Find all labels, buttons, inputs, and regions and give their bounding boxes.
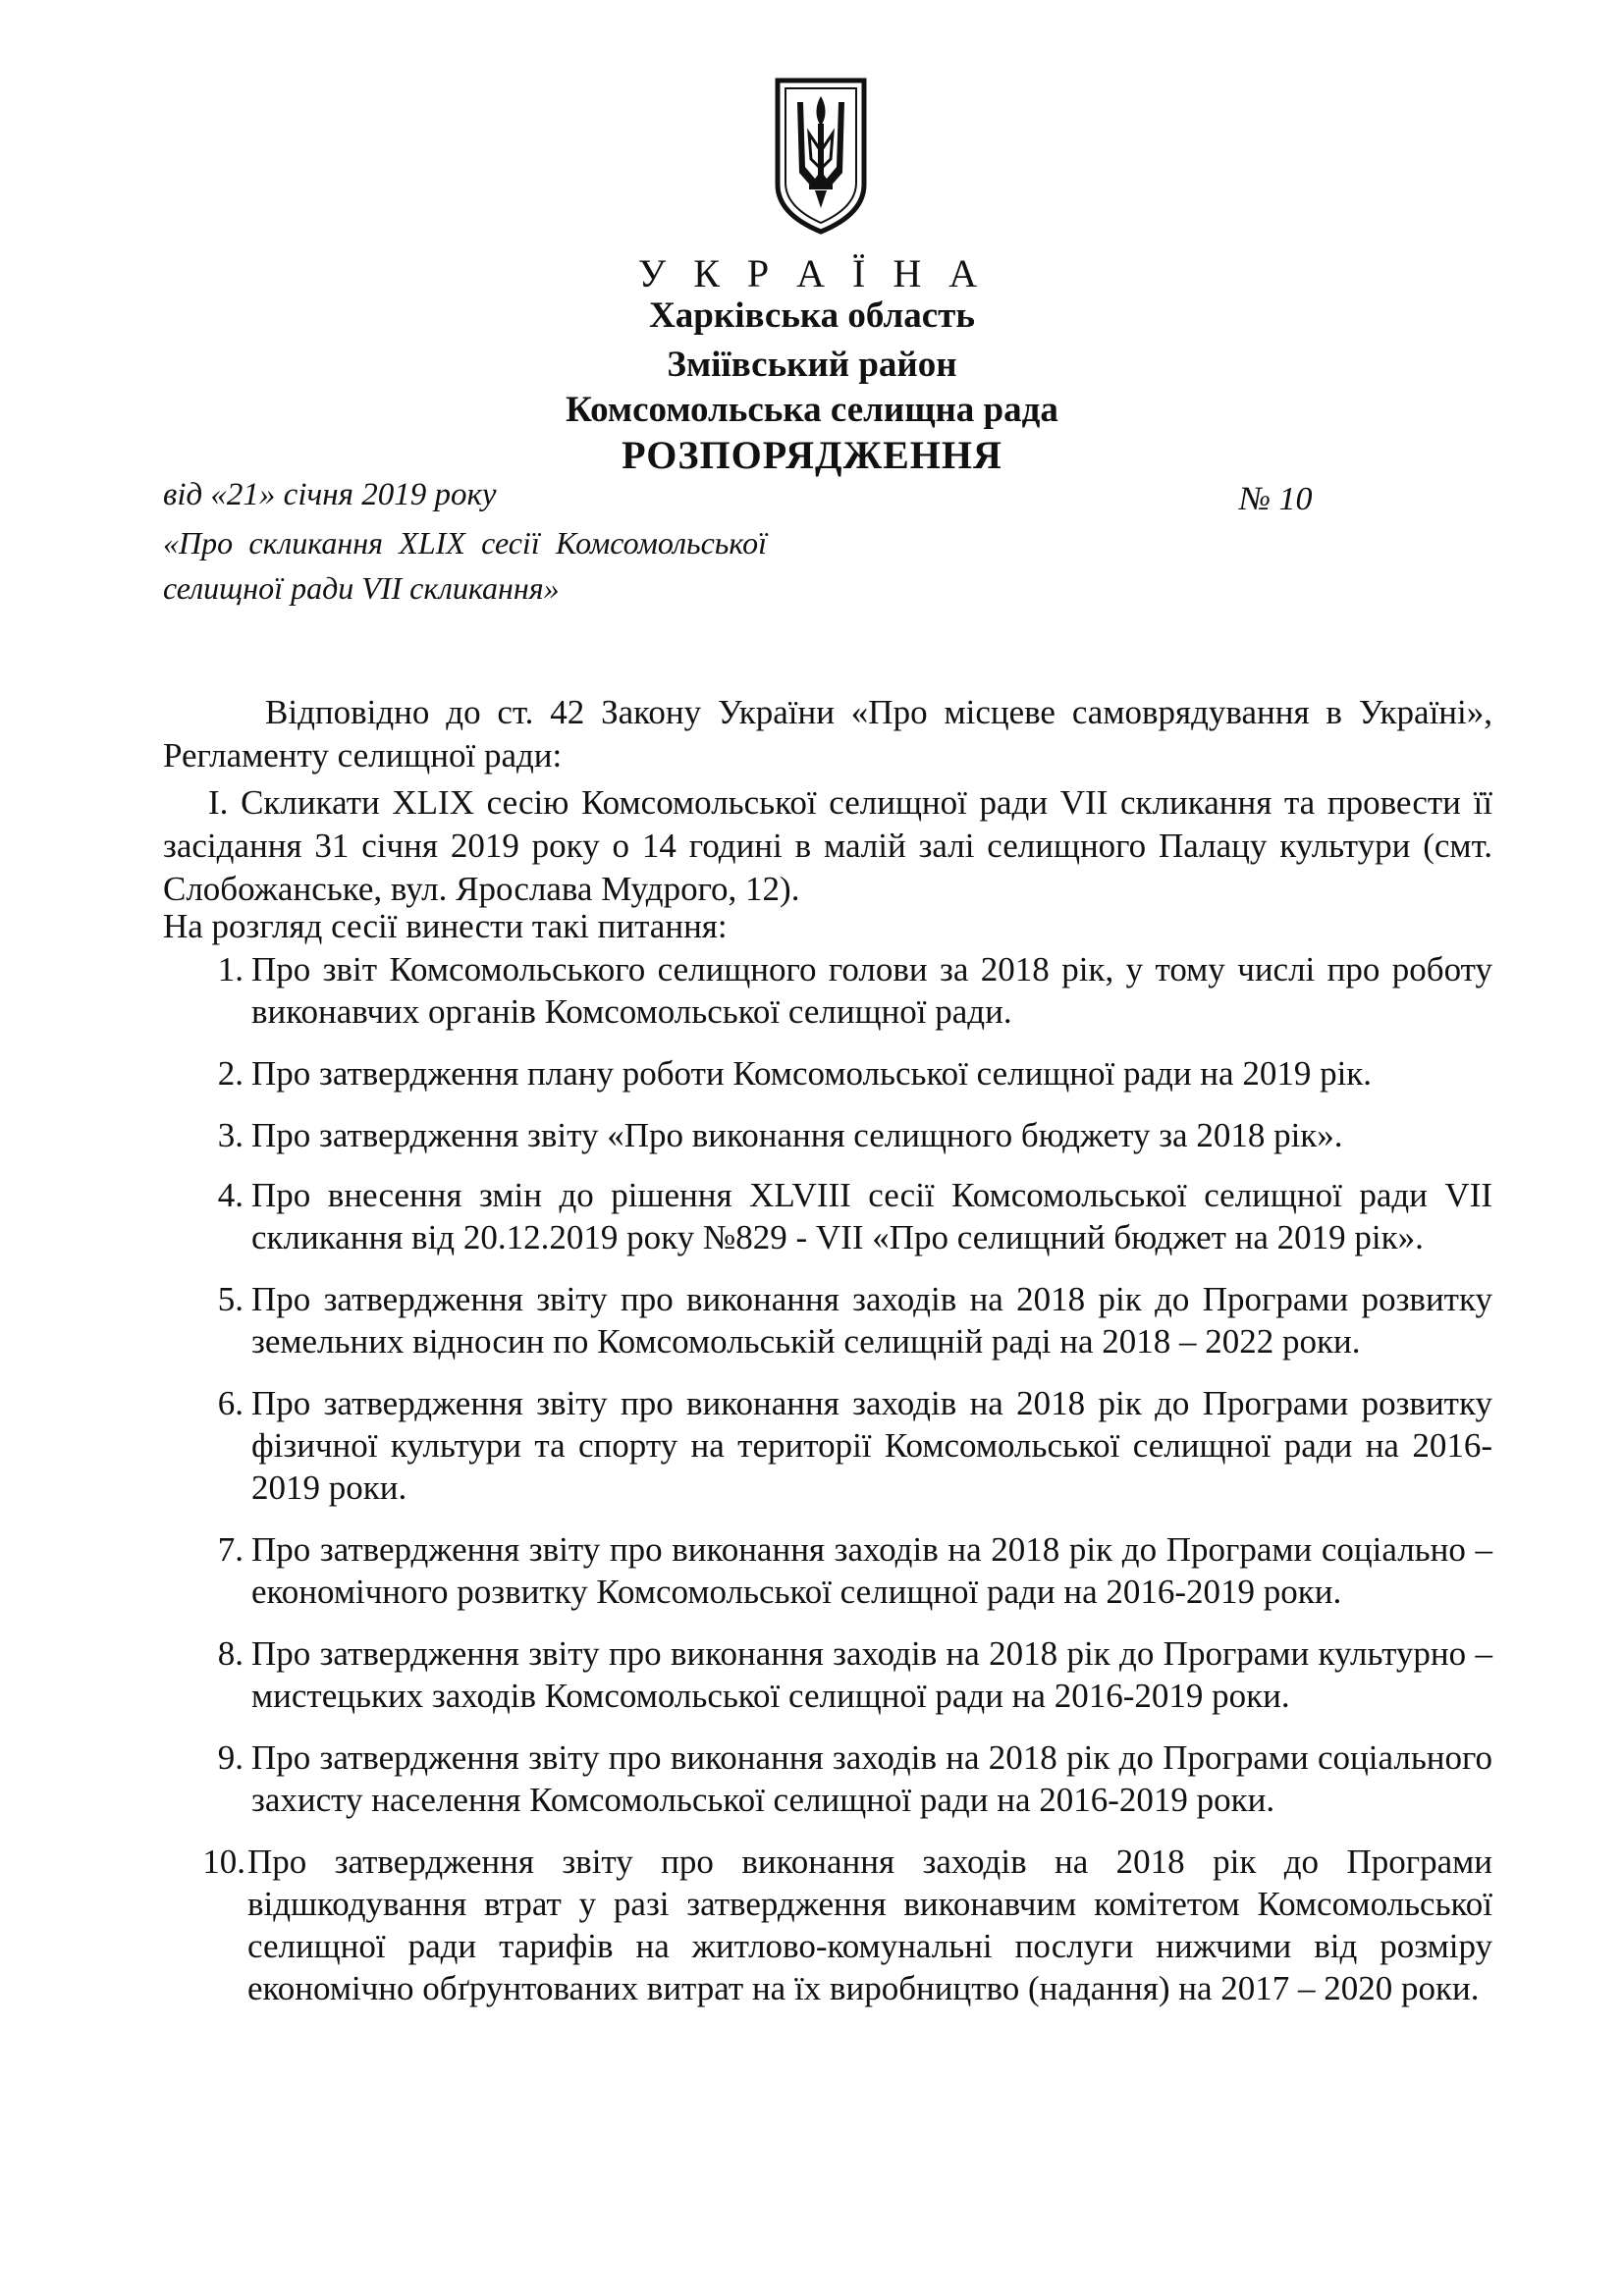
agenda-list: [163, 948, 1492, 2029]
agenda-item-text: Про затвердження плану роботи Комсомольської селищної ради на 2019 рік.: [251, 1054, 1373, 1093]
section-one-paragraph: І. Скликати XLIX сесію Комсомольської селищної ради VII скликання та провести її засідання 31 січня 2019 року о 14 годині в малій залі селищного Палацу культури (смт. Слобожанське, вул. Ярослава Мудрого, 12).: [163, 783, 1492, 908]
agenda-item-text: Про затвердження звіту про виконання заходів на 2018 рік до Програми розвитку земельних відносин по Комсомольській селищній раді на 2018 – 2022 роки.: [251, 1280, 1492, 1361]
agenda-item: [163, 1382, 1492, 1509]
agenda-intro: На розгляд сесії винести такі питання:: [163, 907, 728, 945]
document-number: № 10: [1239, 481, 1313, 517]
agenda-item-number: 3.: [217, 1116, 244, 1154]
district-heading: Зміївський район: [667, 345, 957, 385]
document-date: від «21» січня 2019 року: [163, 477, 497, 512]
agenda-item-number: 8.: [217, 1634, 244, 1673]
agenda-item: [163, 1841, 1492, 2009]
agenda-item-number: 1.: [217, 950, 244, 988]
agenda-item-text: Про звіт Комсомольського селищного голови за 2018 рік, у тому числі про роботу виконавчих органів Комсомольської селищної ради.: [251, 950, 1492, 1031]
agenda-item-number: 6.: [217, 1384, 244, 1422]
agenda-item: [163, 1052, 1492, 1095]
agenda-item: [163, 1174, 1492, 1258]
agenda-item-text: Про затвердження звіту «Про виконання селищного бюджету за 2018 рік».: [251, 1116, 1343, 1154]
agenda-item: [163, 1528, 1492, 1613]
agenda-item-text: Про затвердження звіту про виконання заходів на 2018 рік до Програми соціально – економічного розвитку Комсомольської селищної ради на 2016-2019 роки.: [251, 1530, 1492, 1611]
agenda-item-number: 7.: [217, 1530, 244, 1569]
document-subject: «Про скликання XLIX сесії Комсомольської селищної ради VII скликання»: [163, 525, 767, 606]
agenda-item: [163, 1632, 1492, 1717]
intro-paragraph: Відповідно до ст. 42 Закону України «Про місцеве самоврядування в Україні», Регламенту селищної ради:: [163, 693, 1492, 774]
agenda-item: [163, 1114, 1492, 1156]
agenda-item-number: 4.: [217, 1176, 244, 1214]
agenda-item-number: 10.: [202, 1842, 245, 1881]
coat-of-arms-emblem: [772, 77, 870, 236]
agenda-item: [163, 948, 1492, 1033]
agenda-item-text: Про затвердження звіту про виконання заходів на 2018 рік до Програми відшкодування втрат у разі затвердження виконавчим комітетом Комсомольської селищної ради тарифів на житлово-комунальні послуги нижчими від розміру економічно обґрунтованих витрат на їх виробництво (надання) на 2017 – 2020 роки.: [247, 1842, 1492, 2007]
region-heading: Харківська область: [649, 295, 975, 336]
agenda-item-text: Про затвердження звіту про виконання заходів на 2018 рік до Програми соціального захисту населення Комсомольської селищної ради на 2016-2019 роки.: [251, 1738, 1492, 1819]
agenda-item: [163, 1736, 1492, 1821]
agenda-item-text: Про затвердження звіту про виконання заходів на 2018 рік до Програми культурно – мистецьких заходів Комсомольської селищної ради на 2016-2019 роки.: [251, 1634, 1492, 1715]
council-heading: Комсомольська селищна рада: [566, 390, 1058, 430]
country-heading: У К Р А Ї Н А: [637, 251, 987, 295]
agenda-item-text: Про внесення змін до рішення XLVIII сесії Комсомольської селищної ради VII скликання від 20.12.2019 року №829 - VII «Про селищний бюджет на 2019 рік».: [251, 1176, 1492, 1256]
agenda-item-number: 5.: [217, 1280, 244, 1318]
agenda-item: [163, 1278, 1492, 1362]
agenda-item-number: 9.: [217, 1738, 244, 1777]
document-type-heading: РОЗПОРЯДЖЕННЯ: [622, 433, 1002, 477]
agenda-item-text: Про затвердження звіту про виконання заходів на 2018 рік до Програми розвитку фізичної культури та спорту на території Комсомольської селищної ради на 2016-2019 роки.: [251, 1384, 1492, 1507]
agenda-item-number: 2.: [217, 1054, 244, 1093]
